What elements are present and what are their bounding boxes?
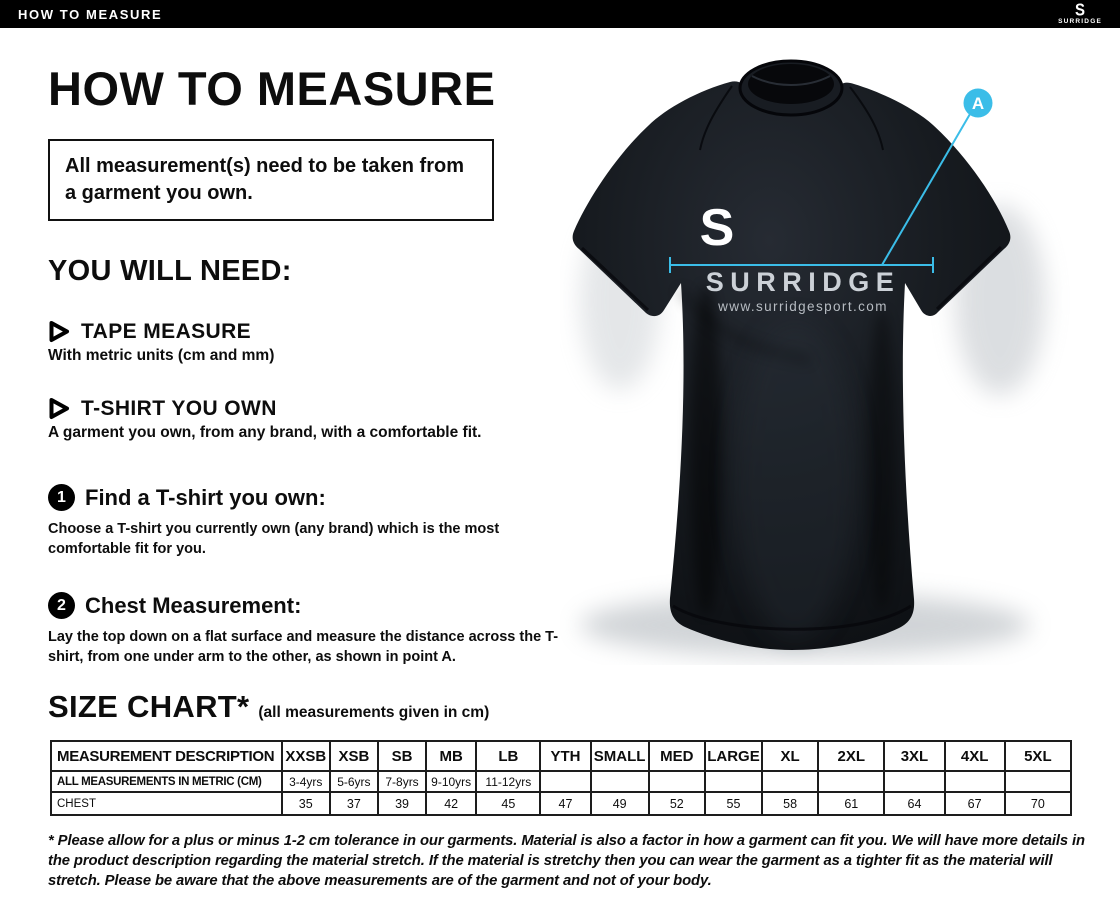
shirt-brand-wordmark: SURRIDGE — [705, 267, 901, 297]
table-cell: 45 — [476, 792, 540, 815]
shirt-website-text: www.surridgesport.com — [718, 299, 888, 314]
measurement-notice-box: All measurement(s) need to be taken from a garment you own. — [48, 139, 494, 221]
top-bar-title: HOW TO MEASURE — [18, 6, 163, 22]
table-cell: 11-12yrs — [476, 771, 540, 792]
column-header: 2XL — [818, 741, 884, 771]
table-cell: 64 — [884, 792, 944, 815]
table-cell — [818, 771, 884, 792]
table-cell: 47 — [540, 792, 590, 815]
column-header: MB — [426, 741, 476, 771]
need-item-title: T-SHIRT YOU OWN — [81, 396, 277, 420]
you-will-need-heading: YOU WILL NEED: — [48, 255, 292, 288]
table-cell: 35 — [282, 792, 330, 815]
column-header: LARGE — [705, 741, 762, 771]
column-header: SMALL — [591, 741, 649, 771]
metric-units-row — [51, 771, 1071, 792]
size-chart-table — [50, 740, 1072, 816]
table-cell: 39 — [378, 792, 426, 815]
size-chart-subtitle: (all measurements given in cm) — [258, 704, 490, 722]
table-cell: 70 — [1005, 792, 1071, 815]
table-cell: 55 — [705, 792, 762, 815]
column-header: XXSB — [282, 741, 330, 771]
surridge-s-icon: S — [1075, 0, 1086, 21]
need-item-title: TAPE MEASURE — [81, 319, 252, 343]
column-header: 3XL — [884, 741, 944, 771]
table-cell — [649, 771, 705, 792]
step-title: Find a T-shirt you own: — [85, 484, 326, 510]
table-cell — [884, 771, 944, 792]
table-cell — [762, 771, 818, 792]
column-header: 5XL — [1005, 741, 1071, 771]
table-cell: 42 — [426, 792, 476, 815]
tolerance-footnote: * Please allow for a plus or minus 1-2 cm tolerance in our garments. Material is also a factor in how a garment can fit you. We will have more details in the product description regarding the material stretch. If the material is stretchy then you can wear the garment as a tighter fit as the material will stretch. Please be aware that the above measurements are of the garment and not of your body. — [48, 833, 1085, 890]
step-description: Choose a T-shirt you currently own (any brand) which is the most comfortable fit for you. — [48, 521, 500, 558]
shirt-chest-logo-icon: S — [699, 199, 735, 257]
table-cell — [1005, 771, 1071, 792]
table-cell: 37 — [330, 792, 378, 815]
table-cell: 49 — [591, 792, 649, 815]
triangle-bullet-icon — [48, 396, 70, 421]
table-cell: 3-4yrs — [282, 771, 330, 792]
need-item-description: A garment you own, from any brand, with a comfortable fit. — [48, 424, 482, 442]
column-header: XSB — [330, 741, 378, 771]
column-header: MEASUREMENT DESCRIPTION — [51, 741, 282, 771]
column-header: YTH — [540, 741, 590, 771]
size-chart-header-row — [51, 741, 1071, 771]
table-cell — [591, 771, 649, 792]
column-header: MED — [649, 741, 705, 771]
column-header: 4XL — [945, 741, 1005, 771]
table-cell: 5-6yrs — [330, 771, 378, 792]
table-cell — [945, 771, 1005, 792]
table-cell: 52 — [649, 792, 705, 815]
row-label: ALL MEASUREMENTS IN METRIC (CM) — [51, 771, 282, 792]
table-cell — [705, 771, 762, 792]
step-title: Chest Measurement: — [85, 592, 302, 618]
page-title: HOW TO MEASURE — [48, 62, 496, 115]
column-header: SB — [378, 741, 426, 771]
table-cell: 61 — [818, 792, 884, 815]
table-cell: 7-8yrs — [378, 771, 426, 792]
tshirt-measurement-figure — [560, 50, 1120, 665]
top-bar — [0, 0, 1120, 28]
shirt-collar — [740, 61, 842, 115]
step-number-badge: 2 — [48, 592, 75, 619]
table-cell: 9-10yrs — [426, 771, 476, 792]
step-number-badge: 1 — [48, 484, 75, 511]
need-item-description: With metric units (cm and mm) — [48, 347, 275, 365]
size-chart-heading-row — [48, 689, 1088, 725]
surridge-logo — [1058, 0, 1102, 26]
row-label: CHEST — [51, 792, 282, 815]
chest-measurement-row — [51, 792, 1071, 815]
step-description: Lay the top down on a flat surface and measure the distance across the T-shirt, from one under arm to the other, as shown in point A. — [48, 629, 559, 666]
table-cell: 58 — [762, 792, 818, 815]
table-cell: 67 — [945, 792, 1005, 815]
point-a-label: A — [971, 94, 985, 113]
tshirt-graphic — [560, 50, 1120, 665]
table-cell — [540, 771, 590, 792]
triangle-bullet-icon — [48, 319, 70, 344]
surridge-logo-text: SURRIDGE — [1058, 17, 1102, 25]
column-header: XL — [762, 741, 818, 771]
size-chart-title: SIZE CHART* — [48, 689, 250, 725]
column-header: LB — [476, 741, 540, 771]
